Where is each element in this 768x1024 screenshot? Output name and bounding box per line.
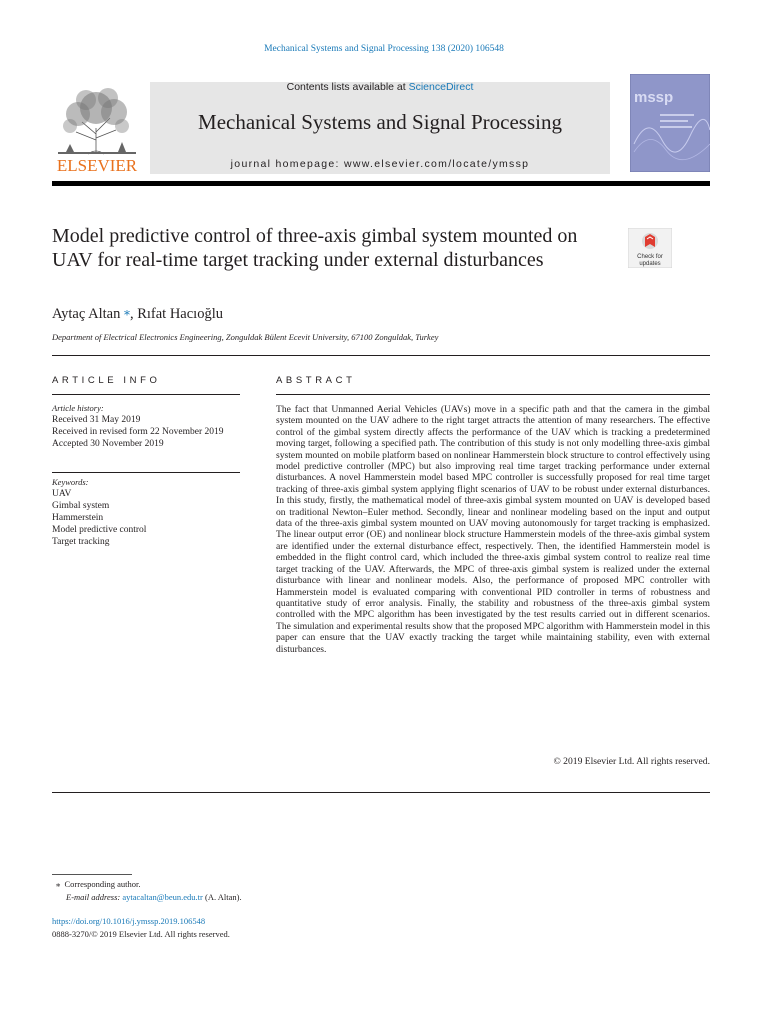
affiliation: Department of Electrical Electronics Engineering, Zonguldak Bülent Ecevit University, 67100 Zonguldak, Turkey xyxy=(52,332,439,342)
history-revised: Received in revised form 22 November 2019 xyxy=(52,427,224,437)
history-label: Article history: xyxy=(52,403,104,413)
abstract-end-rule xyxy=(52,792,710,793)
corresponding-author-link[interactable]: ⁎ xyxy=(123,304,130,318)
email-label: E-mail address: xyxy=(66,892,121,902)
footnote-rule xyxy=(52,874,132,875)
abstract-text: The fact that Unmanned Aerial Vehicles (UAVs) move in a specific path and that the camera in the gimbal system mounted on the UAV adhere to the right target attracts the attention of many researchers. The effective control of the gimbal system directly affects the performance of the UAV which is tracking a predetermined moving target, following a specified path. The contribution of this study is not only modelling three-axis gimbal system mounted on mobile platform based on nonlinear Hammerstein block structure to control effectively using model predictive controller (MPC) but also improving real time target tracking performance under external disturbances. A novel Hammerstein model based MPC controller is successfully proposed for real time target tracking of three-axis gimbal system applying flight scenarios of UAV to be robust under external disturbances. In this study, firstly, the mathematical model of three-axis gimbal system mounted on UAV is developed based on traditional Newton–Euler method. Secondly, linear and nonlinear modeling based on the input and output data of the three-axis gimbal system mounted on UAV moving autonomously for target tracking is emphasized. The linear output error (OE) and nonlinear block structure Hammerstein models of the three-axis gimbal system are identified under the external disturbance effect, respectively. Then, the identified Hammerstein model is embedded in the flight control card, which included the three-axis gimbal system control to realize real time target tracking of the UAV. Afterwards, the MPC of three-axis gimbal system is realized under the external disturbance with linear and nonlinear models. Also, the performance of proposed MPC controller with Hammerstein model is evaluated comparing with conventional PID controller in terms of robustness and quantitative study of error analysis. Finally, the stability and robustness of the three-axis gimbal system controlled with the MPC algorithm has been investigated by the test results carried out in different scenarios. The simulation and experimental results show that the proposed MPC algorithm with Hammerstein model in this paper can ensure that the UAV exactly tracking the target while maintaining stability, even with external disturbances. xyxy=(276,404,710,655)
article-title: Model predictive control of three-axis gimbal system mounted on UAV for real-time target tracking under external disturbances xyxy=(52,225,578,271)
journal-cover-image[interactable] xyxy=(630,74,710,172)
keyword-item: Model predictive control xyxy=(52,525,147,535)
keywords xyxy=(52,476,240,548)
doi-link[interactable]: https://doi.org/10.1016/j.ymssp.2019.106548 xyxy=(52,916,206,926)
journal-name: Mechanical Systems and Signal Processing xyxy=(198,110,562,134)
history-accepted: Accepted 30 November 2019 xyxy=(52,439,164,449)
email-link[interactable]: aytacaltan@beun.edu.tr xyxy=(122,892,203,902)
affiliation-rule xyxy=(52,355,710,356)
contents-line xyxy=(150,81,610,93)
article-history xyxy=(52,402,240,450)
abstract-rule-top xyxy=(276,394,710,395)
history-received: Received 31 May 2019 xyxy=(52,415,141,425)
elsevier-wordmark: ELSEVIER xyxy=(56,156,138,175)
badge-text-2: updates xyxy=(639,261,661,267)
keyword-item: Target tracking xyxy=(52,537,110,547)
sciencedirect-link[interactable]: ScienceDirect xyxy=(408,81,474,93)
author-separator: , xyxy=(129,306,138,322)
journal-reference[interactable]: Mechanical Systems and Signal Processing 138 (2020) 106548 xyxy=(264,44,504,54)
check-for-updates-badge[interactable] xyxy=(628,228,672,268)
keyword-item: UAV xyxy=(52,489,72,499)
keywords-rule xyxy=(52,472,240,473)
footnote-star: ⁎ xyxy=(56,879,61,889)
info-rule-top xyxy=(52,394,240,395)
author-2: Rıfat Hacıoğlu xyxy=(137,306,223,322)
email-footnote xyxy=(66,891,242,903)
keyword-item: Gimbal system xyxy=(52,501,110,511)
corresponding-label: Corresponding author. xyxy=(64,879,141,889)
abstract-heading: ABSTRACT xyxy=(276,375,356,386)
header-rule xyxy=(52,181,710,186)
abstract-copyright: © 2019 Elsevier Ltd. All rights reserved. xyxy=(553,756,710,767)
contents-prefix: Contents lists available at xyxy=(286,81,409,93)
cover-abbrev: mssp xyxy=(634,89,674,106)
keywords-label: Keywords: xyxy=(52,477,89,487)
badge-text-1: Check for xyxy=(637,254,663,260)
article-info-heading: ARTICLE INFO xyxy=(52,375,161,386)
corresponding-footnote xyxy=(56,878,141,890)
author-list xyxy=(52,304,223,323)
author-1: Aytaç Altan xyxy=(52,306,121,322)
issn-copyright: 0888-3270/© 2019 Elsevier Ltd. All rights reserved. xyxy=(52,929,230,939)
journal-homepage[interactable]: journal homepage: www.elsevier.com/locate/ymssp xyxy=(230,158,530,170)
email-owner: (A. Altan). xyxy=(202,892,242,902)
keyword-item: Hammerstein xyxy=(52,513,104,523)
